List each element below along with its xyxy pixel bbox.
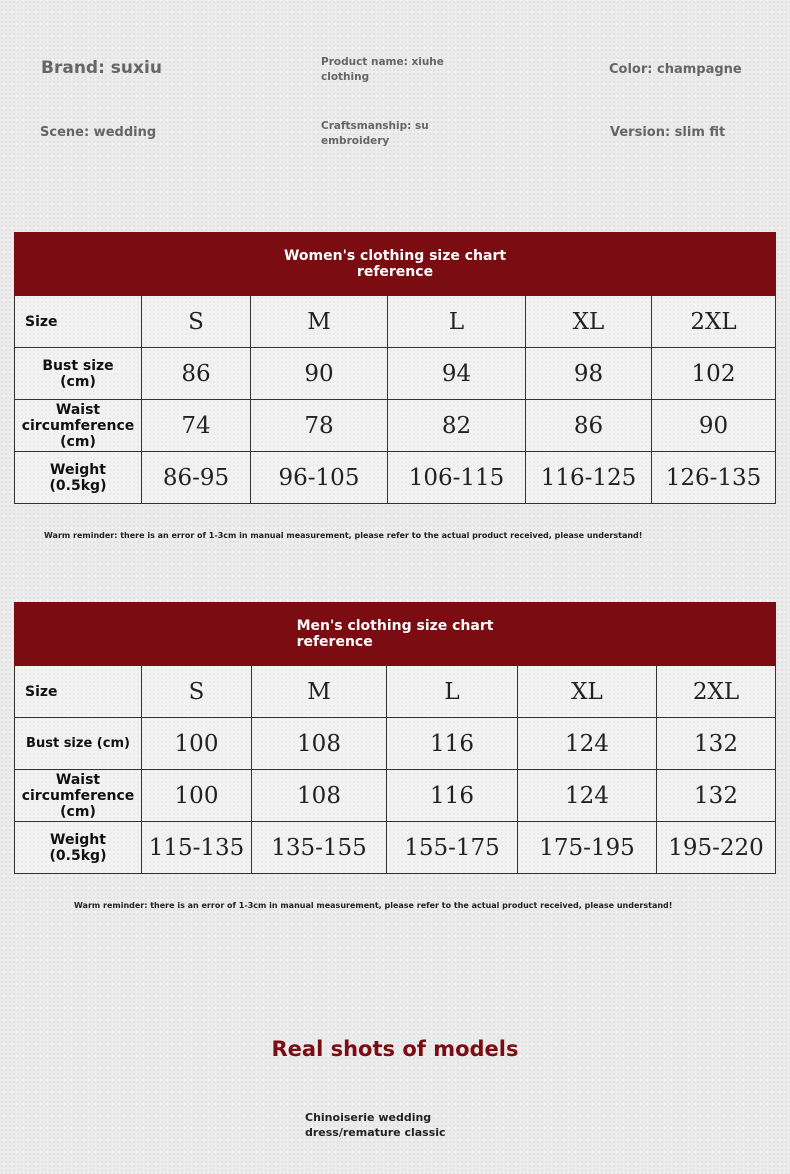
women-size-s: S (142, 296, 251, 348)
women-weight-2xl: 126-135 (652, 452, 776, 504)
women-waist-s: 74 (142, 400, 251, 452)
men-bust-s: 100 (142, 718, 252, 770)
men-chart-title (15, 603, 776, 666)
women-weight-label-line2: (0.5kg) (49, 477, 107, 494)
women-waist-m: 78 (251, 400, 388, 452)
women-weight-m: 96-105 (251, 452, 388, 504)
women-bust-label-line1: Bust size (42, 357, 114, 374)
men-weight-m: 135-155 (252, 822, 387, 874)
models-section-title: Real shots of models (271, 1037, 519, 1061)
women-weight-label (15, 452, 142, 504)
women-warm-reminder: Warm reminder: there is an error of 1-3cm in manual measurement, please refer to the actual product received, please understand! (44, 531, 643, 540)
women-size-row (15, 296, 776, 348)
women-waist-l: 82 (388, 400, 526, 452)
women-bust-xl: 98 (526, 348, 652, 400)
men-size-xl: XL (518, 666, 657, 718)
product-name-line1: Product name: xiuhe (321, 56, 444, 68)
women-size-l: L (388, 296, 526, 348)
men-weight-label (15, 822, 142, 874)
models-caption (305, 1110, 446, 1140)
men-size-s: S (142, 666, 252, 718)
men-weight-s: 115-135 (142, 822, 252, 874)
women-chart-title (15, 233, 776, 296)
women-waist-label-line1: Waist circumference (21, 401, 135, 434)
version-label: Version: slim fit (610, 125, 726, 140)
women-waist-label (15, 400, 142, 452)
women-bust-label (15, 348, 142, 400)
men-waist-l: 116 (387, 770, 518, 822)
men-table-header-row (15, 603, 776, 666)
men-size-row (15, 666, 776, 718)
craftsmanship-label (321, 119, 471, 149)
craftsmanship-line2: embroidery (321, 135, 390, 147)
women-bust-l: 94 (388, 348, 526, 400)
women-size-m: M (251, 296, 388, 348)
men-waist-row (15, 770, 776, 822)
women-chart-title-line1: Women's clothing size chart (283, 248, 507, 264)
men-weight-2xl: 195-220 (657, 822, 776, 874)
men-waist-label-line1: Waist circumference (21, 771, 135, 804)
women-waist-xl: 86 (526, 400, 652, 452)
men-weight-label-line1: Weight (50, 831, 106, 848)
women-weight-s: 86-95 (142, 452, 251, 504)
men-size-m: M (252, 666, 387, 718)
women-weight-xl: 116-125 (526, 452, 652, 504)
men-chart-title-line1: Men's clothing size chart (296, 618, 494, 634)
men-waist-s: 100 (142, 770, 252, 822)
product-name-label (321, 55, 471, 85)
men-weight-xl: 175-195 (518, 822, 657, 874)
men-bust-m: 108 (252, 718, 387, 770)
men-bust-label-line1: Bust size (cm) (26, 735, 130, 751)
men-waist-xl: 124 (518, 770, 657, 822)
men-size-2xl: 2XL (657, 666, 776, 718)
men-weight-l: 155-175 (387, 822, 518, 874)
brand-label: Brand: suxiu (41, 58, 162, 78)
models-caption-line2: dress/remature classic (305, 1126, 446, 1139)
men-bust-row (15, 718, 776, 770)
color-label: Color: champagne (609, 62, 742, 77)
product-name-line2: clothing (321, 71, 370, 83)
men-chart-title-line2: reference (296, 634, 373, 650)
men-waist-m: 108 (252, 770, 387, 822)
men-size-label: Size (15, 666, 142, 718)
women-chart-title-line2: reference (356, 264, 434, 280)
women-bust-2xl: 102 (652, 348, 776, 400)
men-weight-row (15, 822, 776, 874)
women-bust-label-line2: (cm) (60, 373, 96, 390)
men-size-l: L (387, 666, 518, 718)
women-waist-2xl: 90 (652, 400, 776, 452)
scene-label: Scene: wedding (40, 125, 157, 140)
men-waist-label (15, 770, 142, 822)
men-waist-label-line2: (cm) (60, 803, 96, 820)
men-bust-xl: 124 (518, 718, 657, 770)
men-bust-l: 116 (387, 718, 518, 770)
men-size-table (14, 602, 776, 874)
craftsmanship-line1: Craftsmanship: su (321, 120, 429, 132)
men-warm-reminder: Warm reminder: there is an error of 1-3cm in manual measurement, please refer to the actual product received, please understand! (74, 901, 673, 910)
women-size-label: Size (15, 296, 142, 348)
women-waist-row (15, 400, 776, 452)
men-waist-2xl: 132 (657, 770, 776, 822)
men-bust-2xl: 132 (657, 718, 776, 770)
men-bust-label (15, 718, 142, 770)
women-table-header-row (15, 233, 776, 296)
women-bust-row (15, 348, 776, 400)
men-weight-label-line2: (0.5kg) (49, 847, 107, 864)
women-weight-row (15, 452, 776, 504)
women-size-table (14, 232, 776, 504)
women-size-xl: XL (526, 296, 652, 348)
women-bust-m: 90 (251, 348, 388, 400)
women-weight-l: 106-115 (388, 452, 526, 504)
women-waist-label-line2: (cm) (60, 433, 96, 450)
women-weight-label-line1: Weight (50, 461, 106, 478)
models-caption-line1: Chinoiserie wedding (305, 1111, 432, 1124)
women-bust-s: 86 (142, 348, 251, 400)
women-size-2xl: 2XL (652, 296, 776, 348)
